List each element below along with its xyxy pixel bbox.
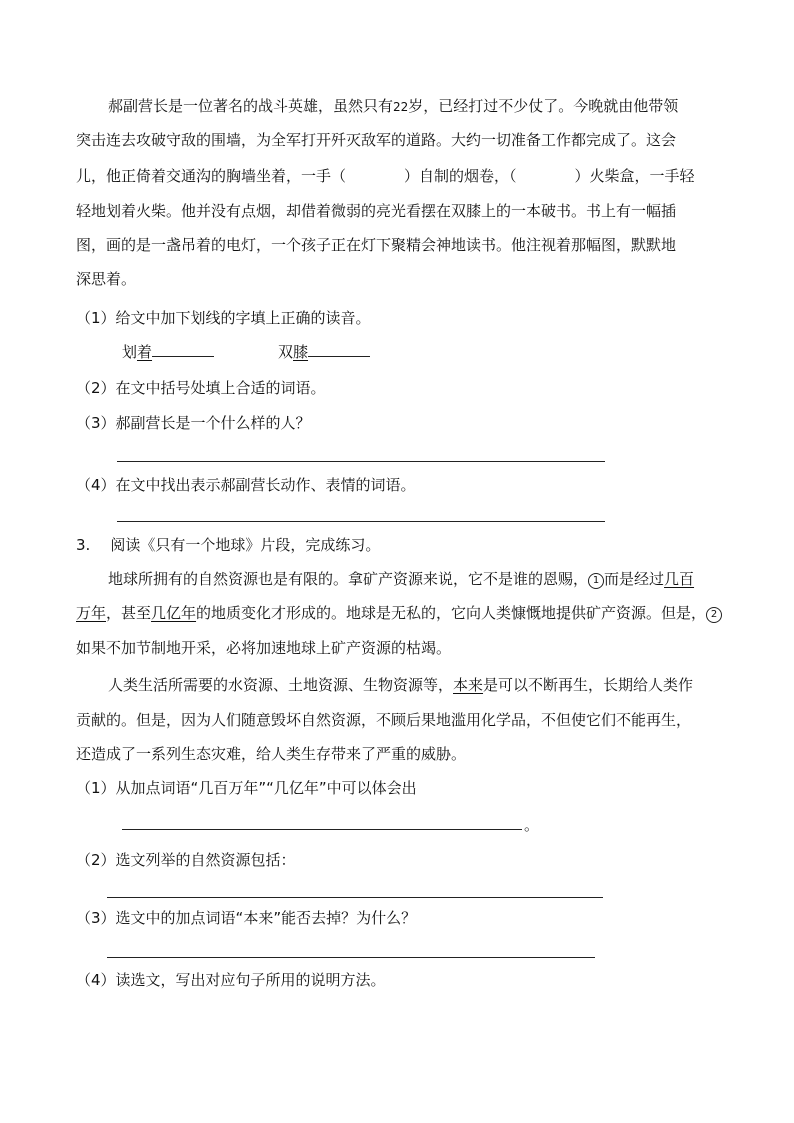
passage1-line5 — [76, 235, 676, 255]
answer-line-3-1[interactable] — [122, 829, 522, 830]
text: 深思着。 — [76, 270, 137, 288]
dotted-word: 几百 — [664, 570, 695, 588]
text: （4）读选文，写出对应句子所用的说明方法。 — [76, 971, 386, 989]
dotted-word: 万年 — [76, 604, 107, 622]
passage2-line1 — [108, 569, 694, 589]
text: ）自制的烟卷，（ — [404, 167, 517, 185]
text: （4）在文中找出表示郝副营长动作、表情的词语。 — [76, 476, 416, 494]
text: 人类生活所需要的水资源、土地资源、生物资源等， — [108, 676, 454, 694]
question-1-4 — [76, 475, 416, 495]
pinyin-blank-2[interactable] — [308, 342, 370, 357]
period: 。 — [524, 816, 540, 834]
question-1-1 — [76, 308, 371, 328]
section3-heading — [76, 535, 380, 555]
passage1-line1 — [108, 96, 678, 117]
text: 贡献的。但是，因为人们随意毁坏自然资源，不顾后果地滥用化学品，不但使它们不能再生， — [76, 711, 692, 729]
age-number: 22 — [393, 100, 409, 114]
dotted-word: 本来 — [453, 676, 484, 694]
char: 双 — [278, 343, 294, 361]
text: 郝副营长是一位著名的战斗英雄，虽然只有 — [108, 97, 394, 115]
text: （2）在文中括号处填上合适的词语。 — [76, 379, 326, 397]
text: 图，画的是一盏吊着的电灯，一个孩子正在灯下聚精会神地读书。他注视着那幅图，默默地 — [76, 236, 677, 254]
question-3-2 — [76, 850, 296, 870]
passage2-line4 — [108, 675, 693, 695]
text: 轻地划着火柴。他并没有点烟，却借着微弱的亮光看摆在双膝上的一本破书。书上有一幅插 — [76, 202, 677, 220]
passage2-line2 — [76, 603, 722, 623]
answer-line-3-2[interactable] — [107, 897, 603, 898]
question-3-3 — [76, 908, 416, 928]
text: （3）选文中的加点词语“本来”能否去掉？为什么？ — [76, 909, 417, 927]
pinyin-item-1 — [122, 342, 214, 362]
text: 的地质变化才形成的。地球是无私的，它向人类慷慨地提供矿产资源。但是， — [196, 604, 707, 622]
text: 如果不加节制地开采，必将加速地球上矿产资源的枯竭。 — [76, 639, 452, 657]
text: 突击连去攻破守敌的围墙，为全军打开歼灭敌军的道路。大约一切准备工作都完成了。这会 — [76, 131, 677, 149]
passage1-line4 — [76, 201, 676, 221]
passage1-line3 — [76, 166, 695, 186]
text: （1）给文中加下划线的字填上正确的读音。 — [76, 309, 371, 327]
text: （1）从加点词语“几百万年”“几亿年”中可以体会出 — [76, 779, 417, 797]
marker-2: 2 — [706, 607, 722, 623]
text: ）火柴盒，一手轻 — [574, 167, 695, 185]
text: 岁，已经打过不少仗了。今晚就由他带领 — [408, 97, 679, 115]
underlined-char: 着 — [137, 343, 153, 361]
marker-1: 1 — [588, 573, 604, 589]
text: 而是经过 — [604, 570, 665, 588]
question-1-2 — [76, 378, 326, 398]
passage1-line2 — [76, 130, 676, 150]
question-3-1 — [76, 778, 417, 798]
section-title: 阅读《只有一个地球》片段，完成练习。 — [110, 536, 381, 554]
answer-line-3-1-end — [524, 815, 539, 835]
passage2-line6 — [76, 744, 466, 764]
question-3-4 — [76, 970, 386, 990]
question-1-3 — [76, 413, 311, 433]
section-number: 3. — [76, 536, 91, 554]
text: 是可以不断再生，长期给人类作 — [483, 676, 694, 694]
pinyin-blank-1[interactable] — [152, 342, 214, 357]
char: 划 — [122, 343, 138, 361]
text: 地球所拥有的自然资源也是有限的。拿矿产资源来说，它不是谁的恩赐， — [108, 570, 589, 588]
passage2-line5 — [76, 710, 691, 730]
text: （3）郝副营长是一个什么样的人？ — [76, 414, 311, 432]
answer-line-1-4[interactable] — [117, 521, 605, 522]
text: 还造成了一系列生态灾难，给人类生存带来了严重的威胁。 — [76, 745, 467, 763]
passage1-line6 — [76, 269, 136, 289]
text: 儿，他正倚着交通沟的胸墙坐着，一手（ — [76, 167, 347, 185]
text: （2）选文列举的自然资源包括： — [76, 851, 296, 869]
pinyin-item-2 — [278, 342, 370, 362]
passage2-line3 — [76, 638, 451, 658]
answer-line-1-3[interactable] — [117, 461, 605, 462]
underlined-char: 膝 — [293, 343, 309, 361]
text: ，甚至 — [106, 604, 152, 622]
answer-line-3-3[interactable] — [107, 957, 595, 958]
dotted-word: 几亿年 — [151, 604, 197, 622]
